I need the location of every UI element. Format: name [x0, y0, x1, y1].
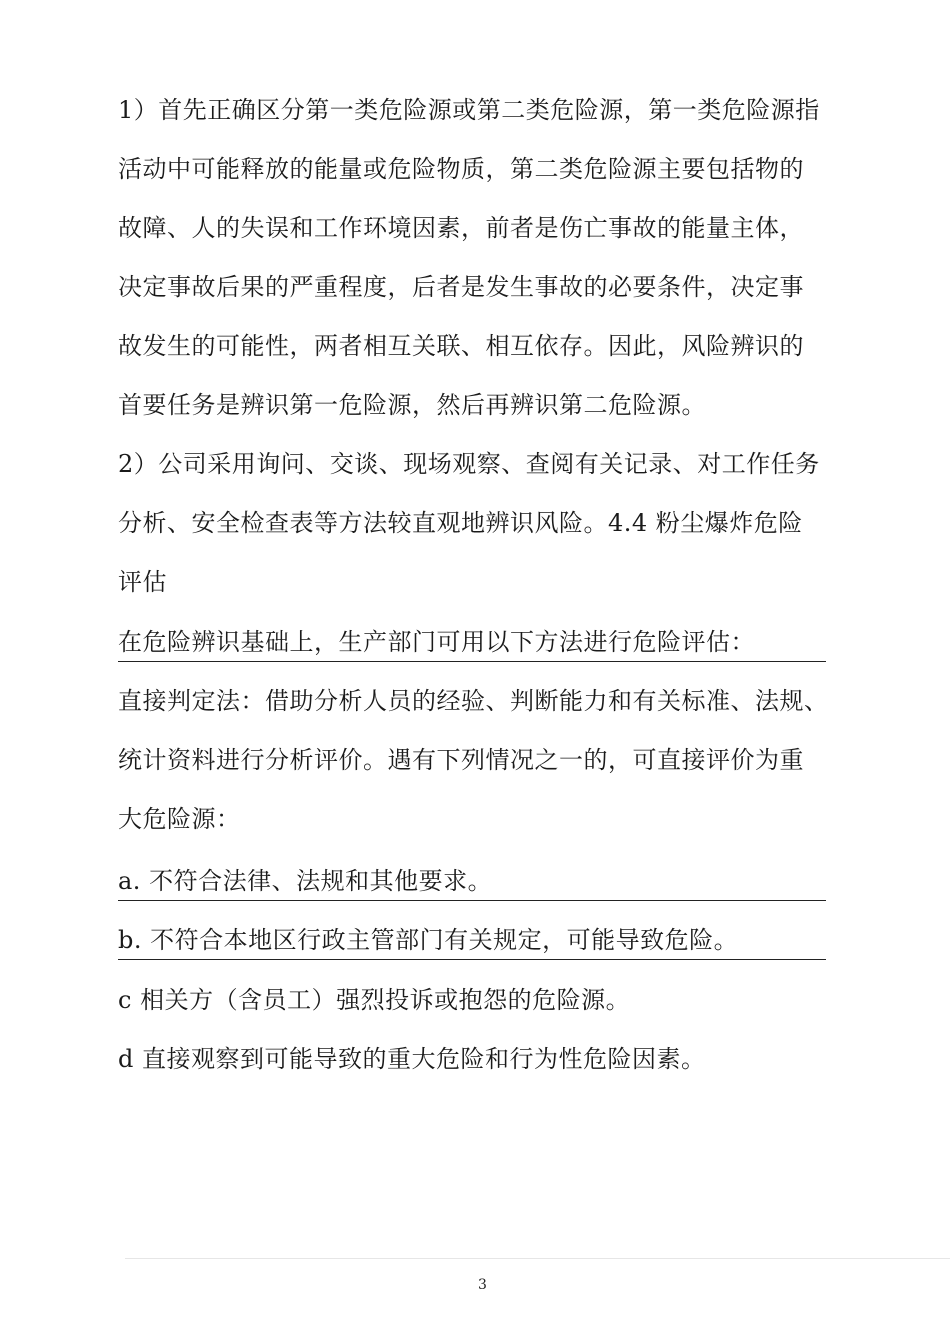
page-number: 3: [478, 1277, 487, 1293]
text-line: 决定事故后果的严重程度，后者是发生事故的必要条件，决定事: [118, 273, 804, 301]
underline-rule: [118, 900, 826, 901]
text-line: 评估: [118, 568, 167, 596]
footer-divider: [125, 1258, 950, 1259]
underline-rule: [118, 959, 826, 960]
list-item-c: c 相关方（含员工）强烈投诉或抱怨的危险源。: [118, 986, 631, 1014]
text-line: 故障、人的失误和工作环境因素，前者是伤亡事故的能量主体，: [118, 214, 804, 242]
text-line: 统计资料进行分析评价。遇有下列情况之一的，可直接评价为重: [118, 746, 804, 774]
text-line: 故发生的可能性，两者相互关联、相互依存。因此，风险辨识的: [118, 332, 804, 360]
underline-rule: [118, 661, 826, 662]
text-line: 1）首先正确区分第一类危险源或第二类危险源，第一类危险源指: [118, 96, 820, 124]
list-item-d: d 直接观察到可能导致的重大危险和行为性危险因素。: [118, 1045, 706, 1073]
text-line: 大危险源：: [118, 805, 241, 833]
text-line: 在危险辨识基础上，生产部门可用以下方法进行危险评估：: [118, 628, 755, 656]
text-line: 2）公司采用询问、交谈、现场观察、查阅有关记录、对工作任务: [118, 450, 820, 478]
text-line: 首要任务是辨识第一危险源，然后再辨识第二危险源。: [118, 391, 706, 419]
list-item-a: a. 不符合法律、法规和其他要求。: [118, 867, 493, 895]
text-line: 分析、安全检查表等方法较直观地辨识风险。4.4 粉尘爆炸危险: [118, 509, 803, 537]
text-line: 活动中可能释放的能量或危险物质，第二类危险源主要包括物的: [118, 155, 804, 183]
list-item-b: b. 不符合本地区行政主管部门有关规定，可能导致危险。: [118, 926, 739, 954]
text-line: 直接判定法：借助分析人员的经验、判断能力和有关标准、法规、: [118, 687, 829, 715]
